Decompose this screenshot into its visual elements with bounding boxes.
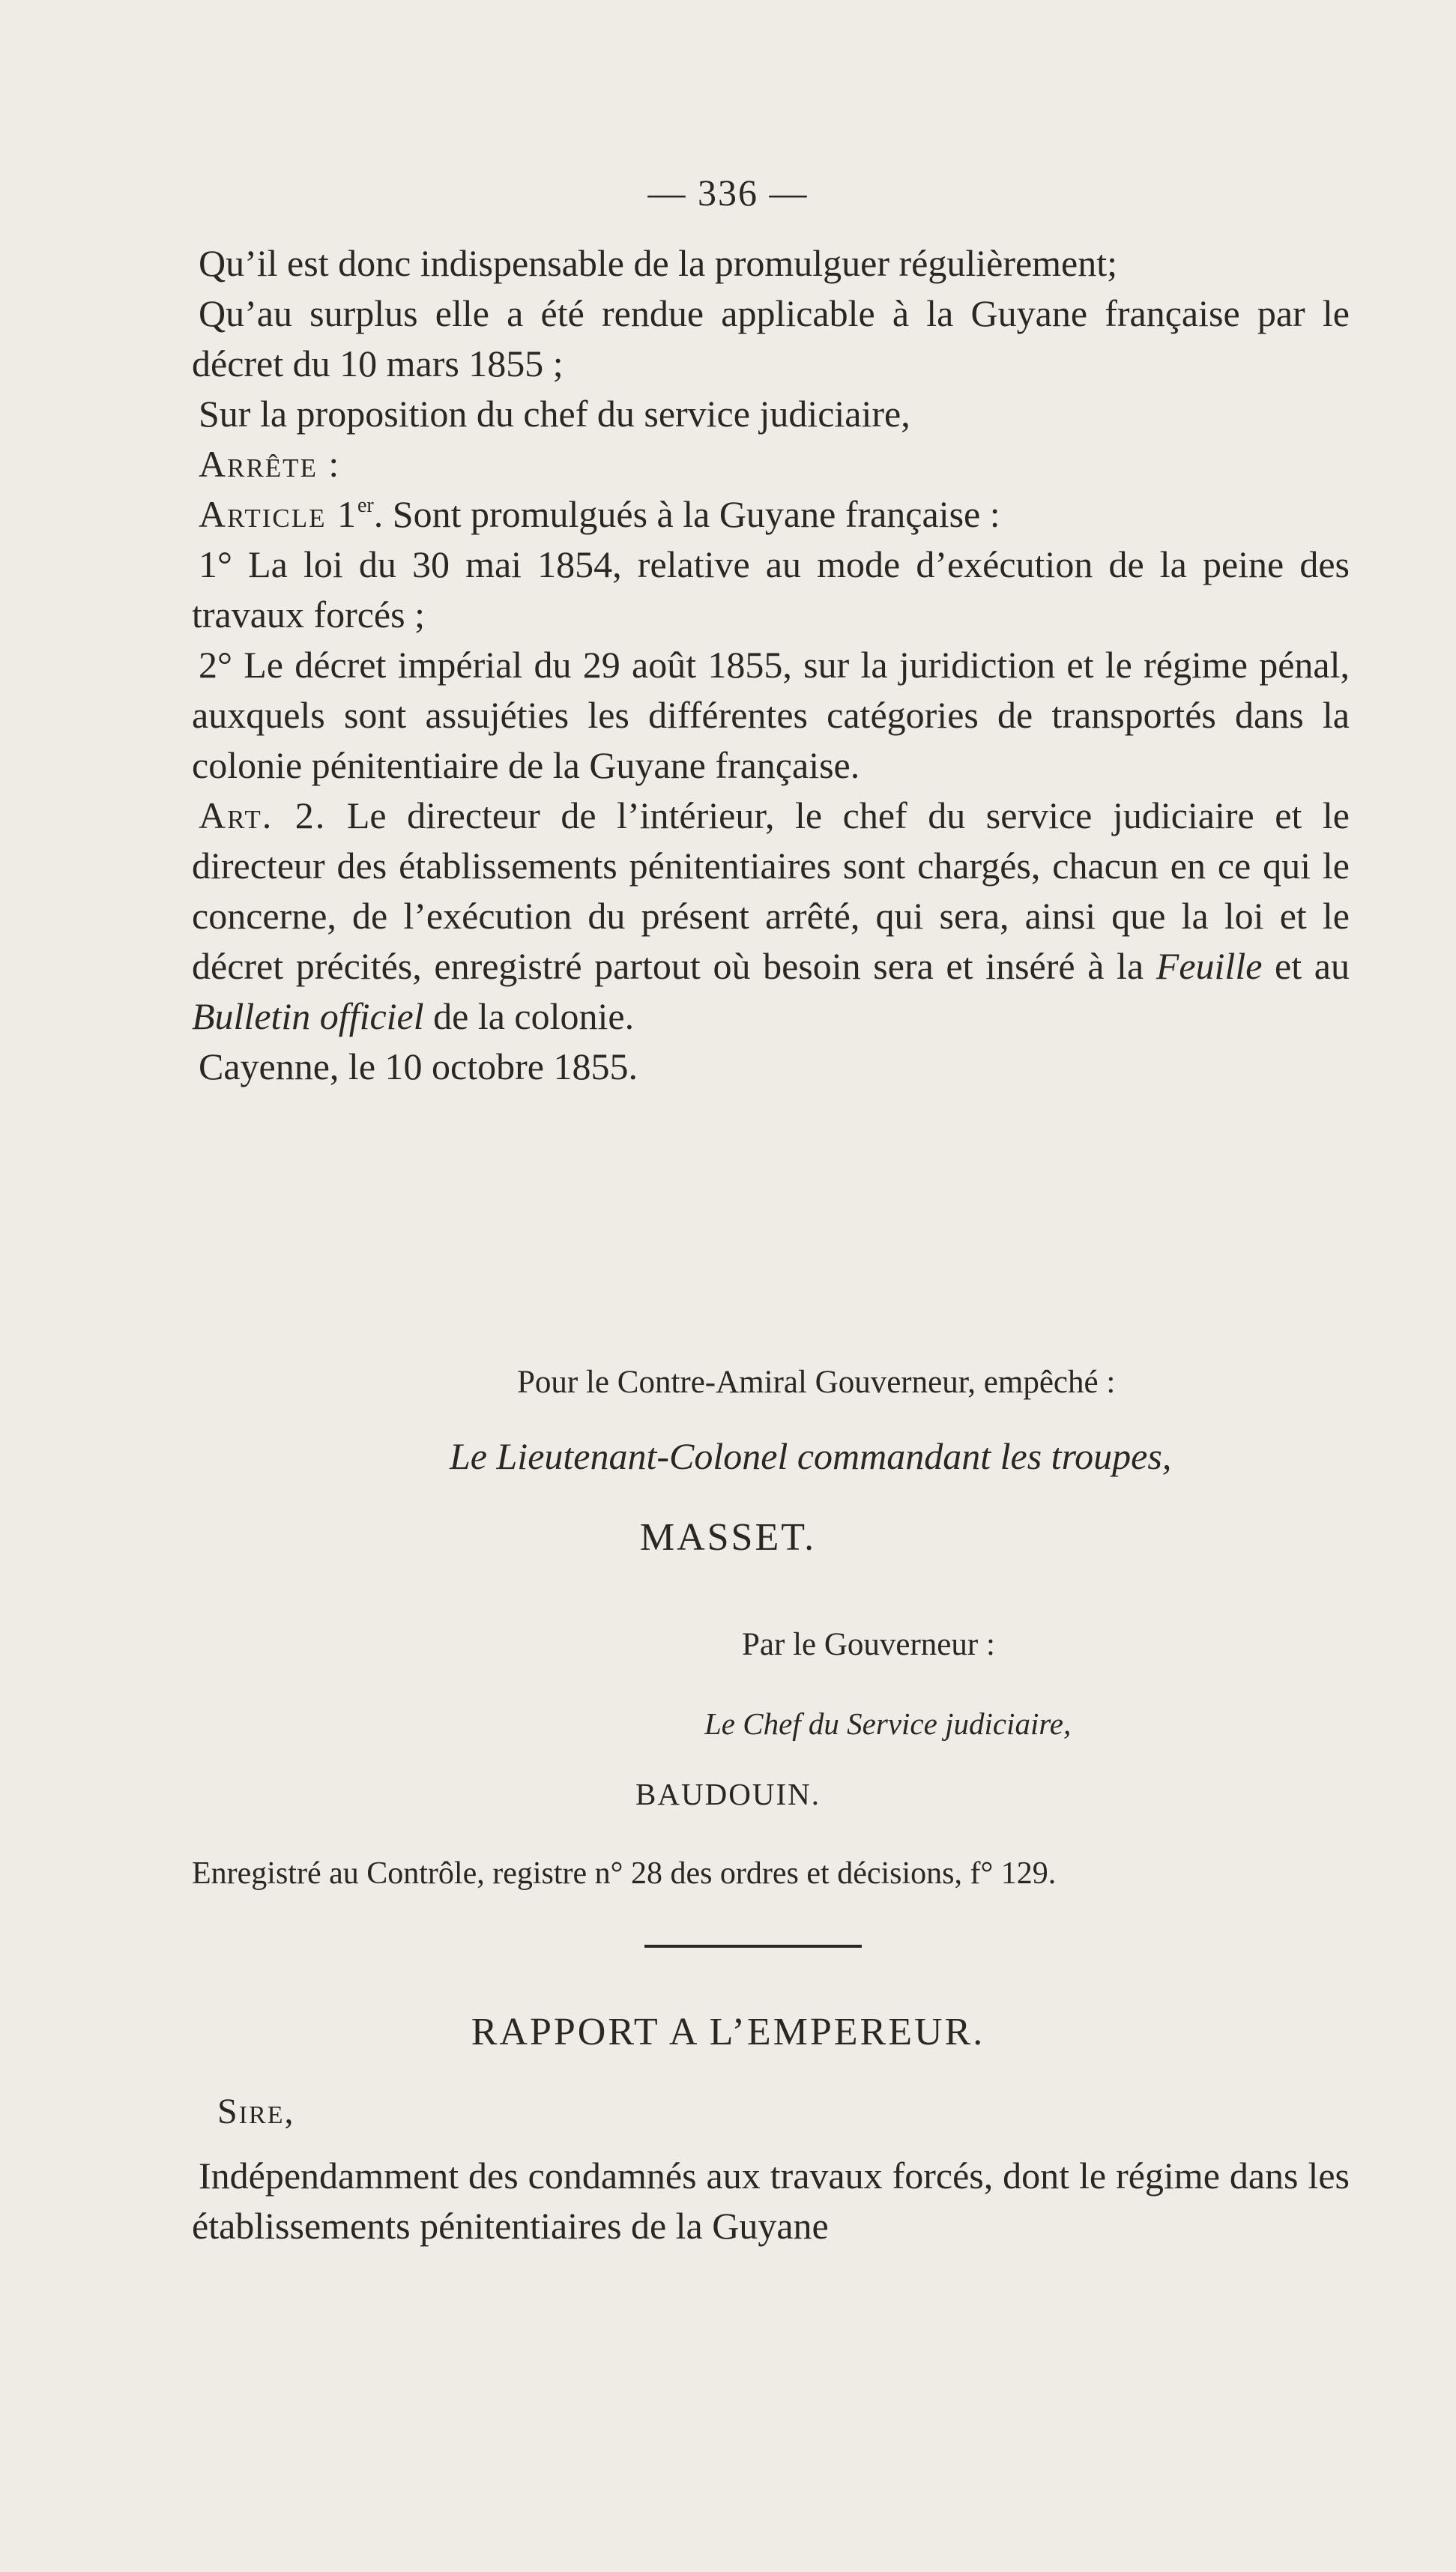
article-2-end: de la colonie. xyxy=(423,995,635,1037)
signature-line-4: Le Chef du Service judiciaire, xyxy=(704,1706,1072,1741)
signature-line-3: Par le Gouverneur : xyxy=(742,1627,995,1662)
date-line: Cayenne, le 10 octobre 1855. xyxy=(199,1045,638,1087)
signature-name-2: BAUDOUIN. xyxy=(635,1777,821,1811)
item-2: 2° Le décret impérial du 29 août 1855, sur la juridiction et le régime pénal, auxquels sont assujéties les différentes catégories de transportés dans la colonie pénitentiaire de la Guyane française. xyxy=(192,644,1350,786)
feuille-title: Feuille xyxy=(1156,945,1263,987)
decree-body xyxy=(192,238,1350,1092)
page-number: — 336 — xyxy=(647,172,809,214)
article-2 xyxy=(192,791,1350,1042)
article-1-label: Article 1 xyxy=(199,493,357,535)
signature-line-2: Le Lieutenant-Colonel commandant les troupes, xyxy=(450,1435,1172,1477)
salutation: Sire, xyxy=(217,2092,295,2131)
section-heading: RAPPORT A L’EMPEREUR. xyxy=(471,2011,985,2053)
separator-rule xyxy=(644,1945,862,1948)
final-paragraph: Indépendamment des condamnés aux travaux forcés, dont le régime dans les établissements pénitentiaires de la Guyane xyxy=(192,2155,1350,2247)
et-au: et au xyxy=(1262,945,1350,987)
article-1-sup: er xyxy=(357,494,374,517)
paragraph-1: Qu’il est donc indispensable de la promulguer régulièrement; xyxy=(199,242,1118,284)
article-2-text: Le directeur de l’intérieur, le chef du service judiciaire et le directeur des établissements pénitentiaires sont chargés, chacun en ce qui le concerne, de l’exécution du présent arrêté, qui sera, ainsi que la loi et le décret précités, enregistré partout où besoin sera et inséré à la xyxy=(192,794,1350,987)
paragraph-3: Sur la proposition du chef du service judiciaire, xyxy=(199,393,910,435)
signature-line-1: Pour le Contre-Amiral Gouverneur, empêché : xyxy=(517,1365,1116,1400)
arrete-label: Arrête : xyxy=(199,443,341,485)
bulletin-title: Bulletin officiel xyxy=(192,995,424,1037)
article-1 xyxy=(192,489,1350,540)
item-1: 1° La loi du 30 mai 1854, relative au mode d’exécution de la peine des travaux forcés ; xyxy=(192,543,1350,636)
article-1-text: . Sont promulgués à la Guyane française : xyxy=(373,493,1000,535)
paragraph-2: Qu’au surplus elle a été rendue applicable à la Guyane française par le décret du 10 mars 1855 ; xyxy=(192,292,1350,384)
signature-name-1: MASSET. xyxy=(639,1516,817,1559)
report-body xyxy=(192,2151,1350,2251)
article-2-label: Art. 2. xyxy=(199,794,327,836)
registration-note: Enregistré au Contrôle, registre n° 28 des ordres et décisions, f° 129. xyxy=(192,1856,1057,1891)
